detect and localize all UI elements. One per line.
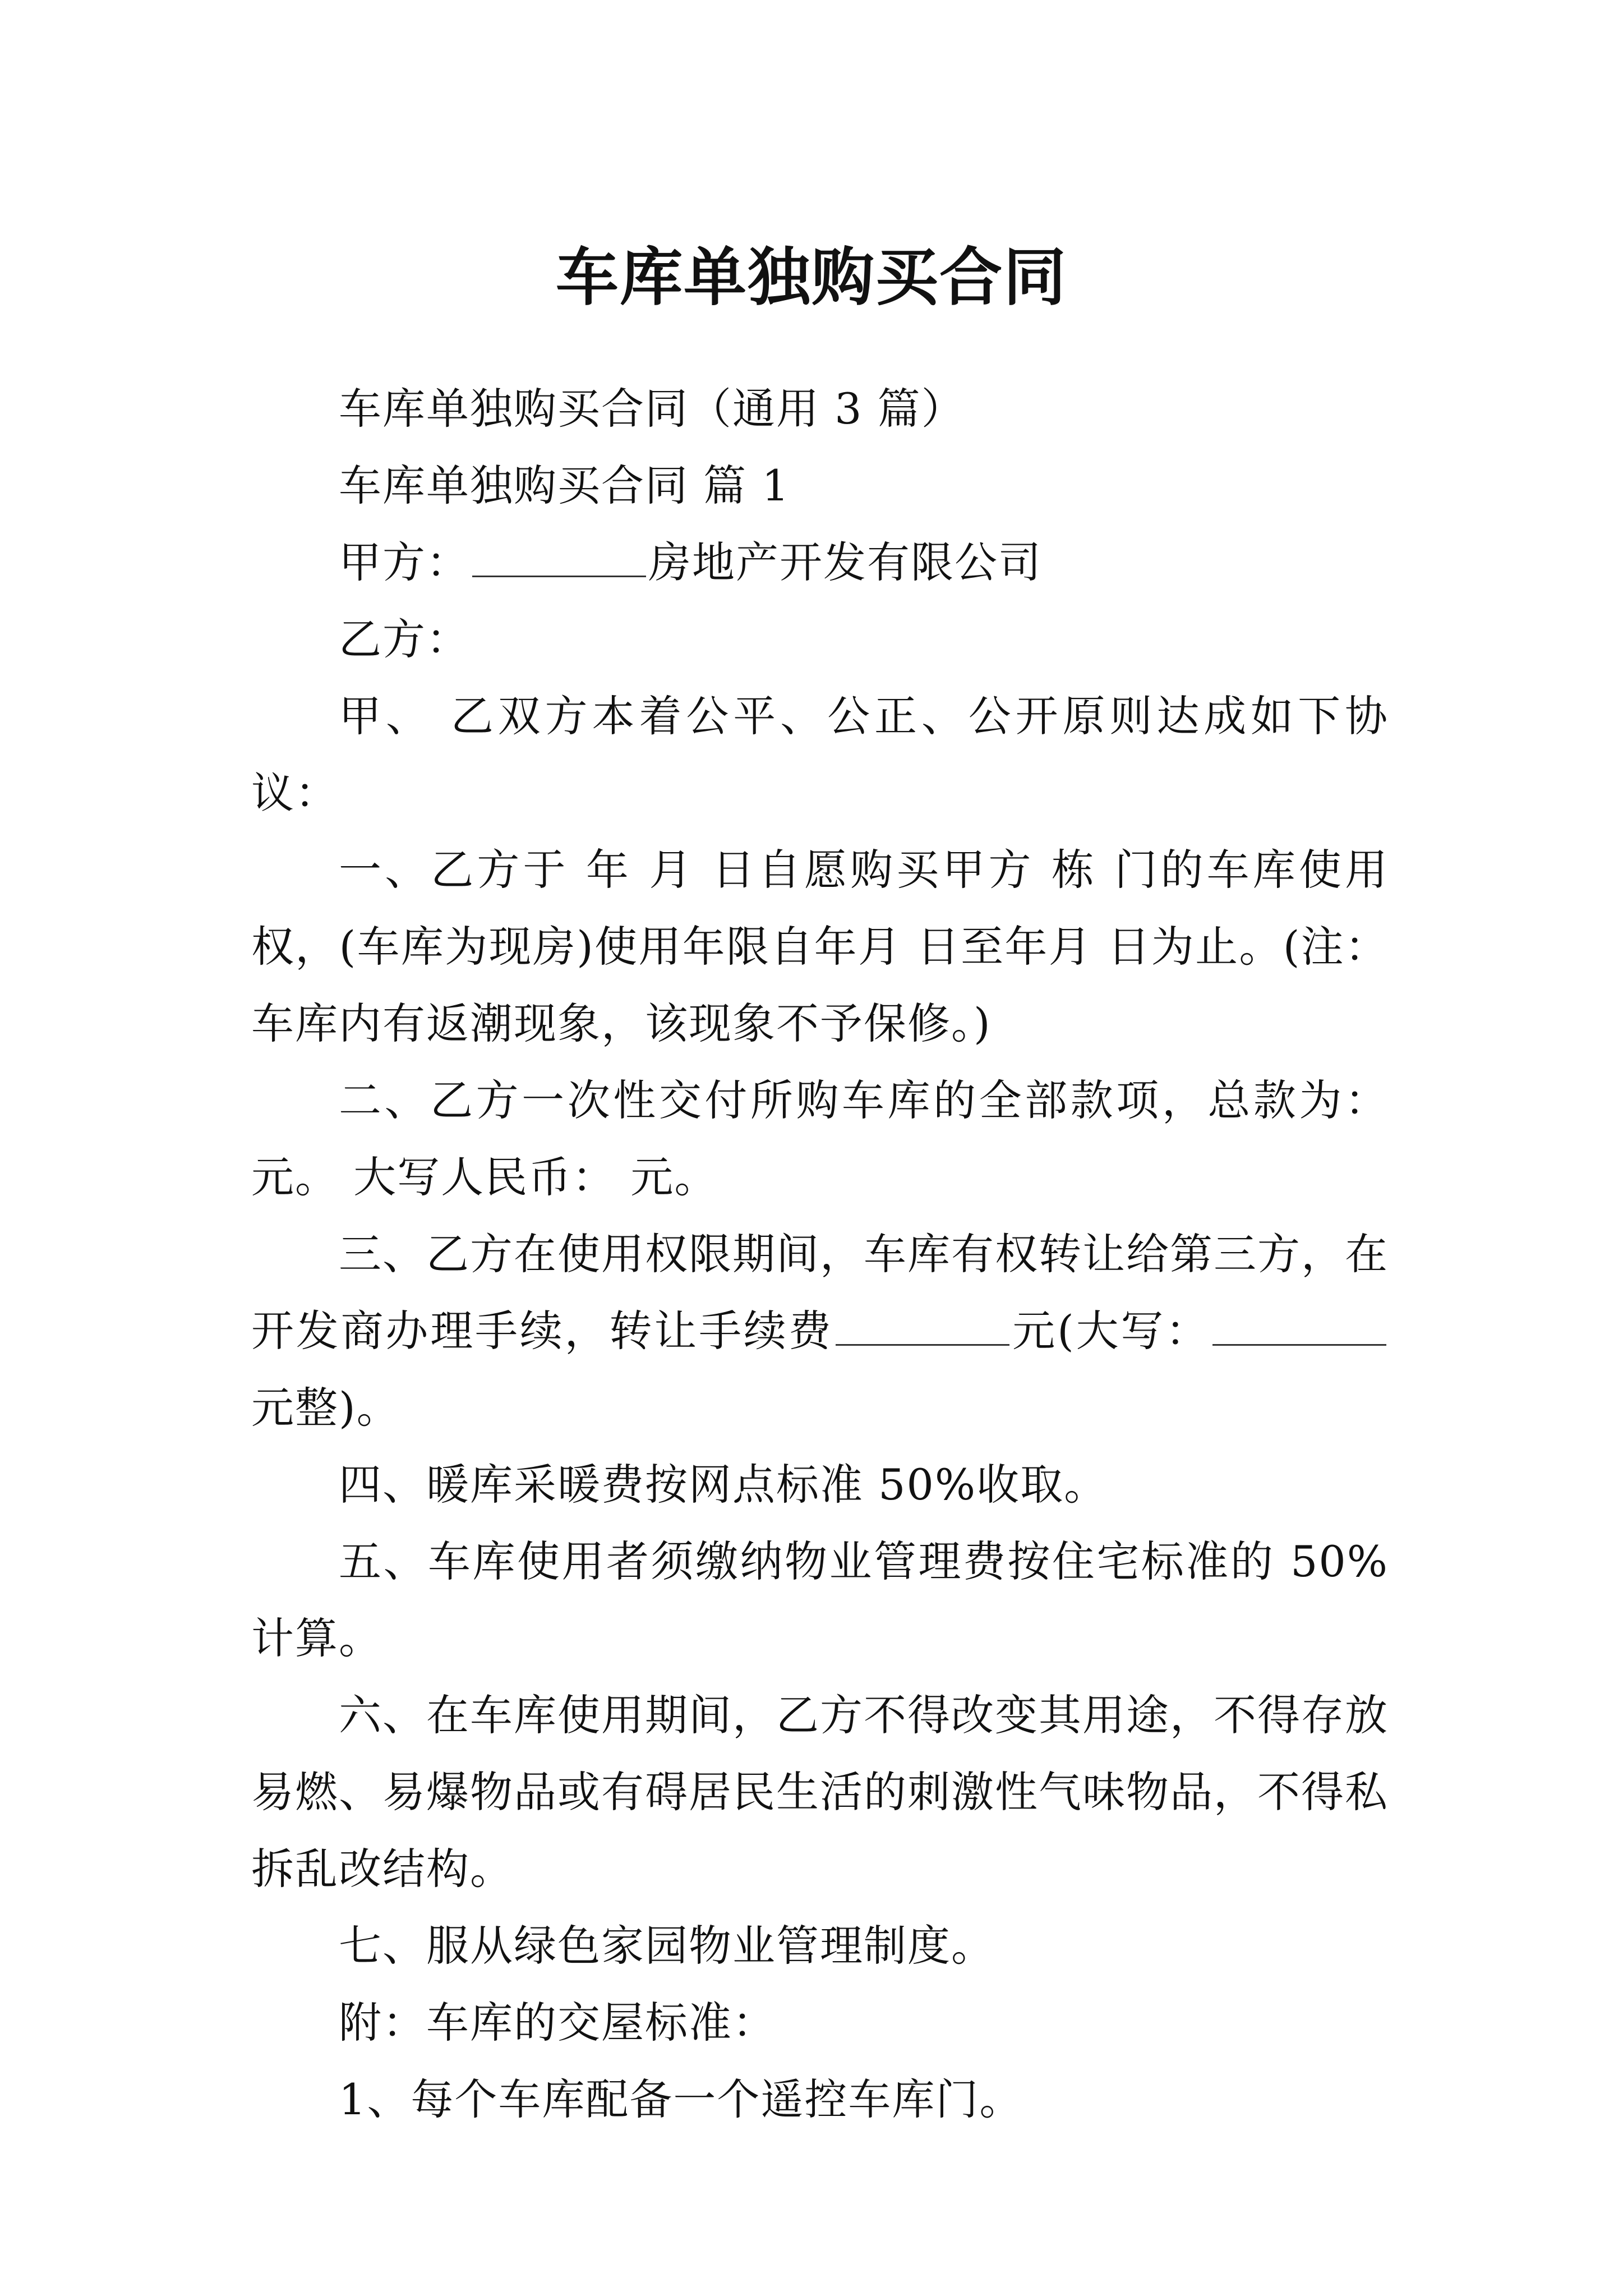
paragraph-text: 四、暖库采暖费按网点标准 50%收取。 <box>339 1460 1108 1510</box>
paragraph <box>251 601 1389 678</box>
paragraph <box>251 370 1389 447</box>
paragraph-text: 乙方： <box>339 614 470 664</box>
paragraph <box>251 1677 1389 1907</box>
paragraph <box>251 1907 1389 1984</box>
paragraph <box>251 1446 1389 1523</box>
paragraph-text: 二、乙方一次性交付所购车库的全部款项，总款为： 元。 大写人民币： 元。 <box>251 1075 1389 1202</box>
paragraph-text: 车库单独购买合同 篇 1 <box>339 461 790 510</box>
paragraph-text: 房地产开发有限公司 <box>648 537 1042 587</box>
paragraph-text: 1、每个车库配备一个遥控车库门。 <box>339 2074 1023 2124</box>
paragraph-text: 元(大写： <box>1011 1306 1210 1356</box>
paragraph <box>251 1523 1389 1677</box>
paragraph <box>251 831 1389 1062</box>
paragraph-text: 五、车库使用者须缴纳物业管理费按住宅标准的 50%计算。 <box>251 1536 1389 1663</box>
fill-in-blank <box>472 539 646 577</box>
paragraph <box>251 1984 1389 2061</box>
paragraph-text: 六、在车库使用期间，乙方不得改变其用途，不得存放易燃、易爆物品或有碍居民生活的刺激性气味物品，不得私拆乱改结构。 <box>251 1690 1389 1894</box>
paragraph-text: 三、乙方在使用权限期间，车库有权转让给第三方，在开发商办理手续，转让手续费 <box>251 1229 1389 1356</box>
paragraph <box>251 1062 1389 1216</box>
document-body <box>251 370 1389 2138</box>
paragraph <box>251 1216 1389 1446</box>
fill-in-blank <box>1212 1308 1386 1346</box>
paragraph-text: 甲方： <box>339 537 470 587</box>
paragraph-text: 元整)。 <box>251 1383 400 1433</box>
paragraph-text: 七、服从绿色家园物业管理制度。 <box>339 1921 995 1971</box>
paragraph <box>251 524 1389 601</box>
paragraph-text: 一、乙方于 年 月 日自愿购买甲方 栋 门的车库使用权，(车库为现房)使用年限自年月 日至年月 日为止。(注：车库内有返潮现象，该现象不予保修。) <box>251 845 1389 1048</box>
document-title: 车库单独购买合同 <box>556 241 1067 315</box>
paragraph <box>251 678 1389 831</box>
paragraph <box>251 2061 1389 2138</box>
paragraph <box>251 447 1389 524</box>
paragraph-text: 甲、 乙双方本着公平、公正、公开原则达成如下协议： <box>251 691 1389 818</box>
paragraph-text: 附：车库的交屋标准： <box>339 1998 776 2047</box>
fill-in-blank <box>836 1308 1009 1346</box>
paragraph-text: 车库单独购买合同（通用 3 篇） <box>339 384 965 434</box>
